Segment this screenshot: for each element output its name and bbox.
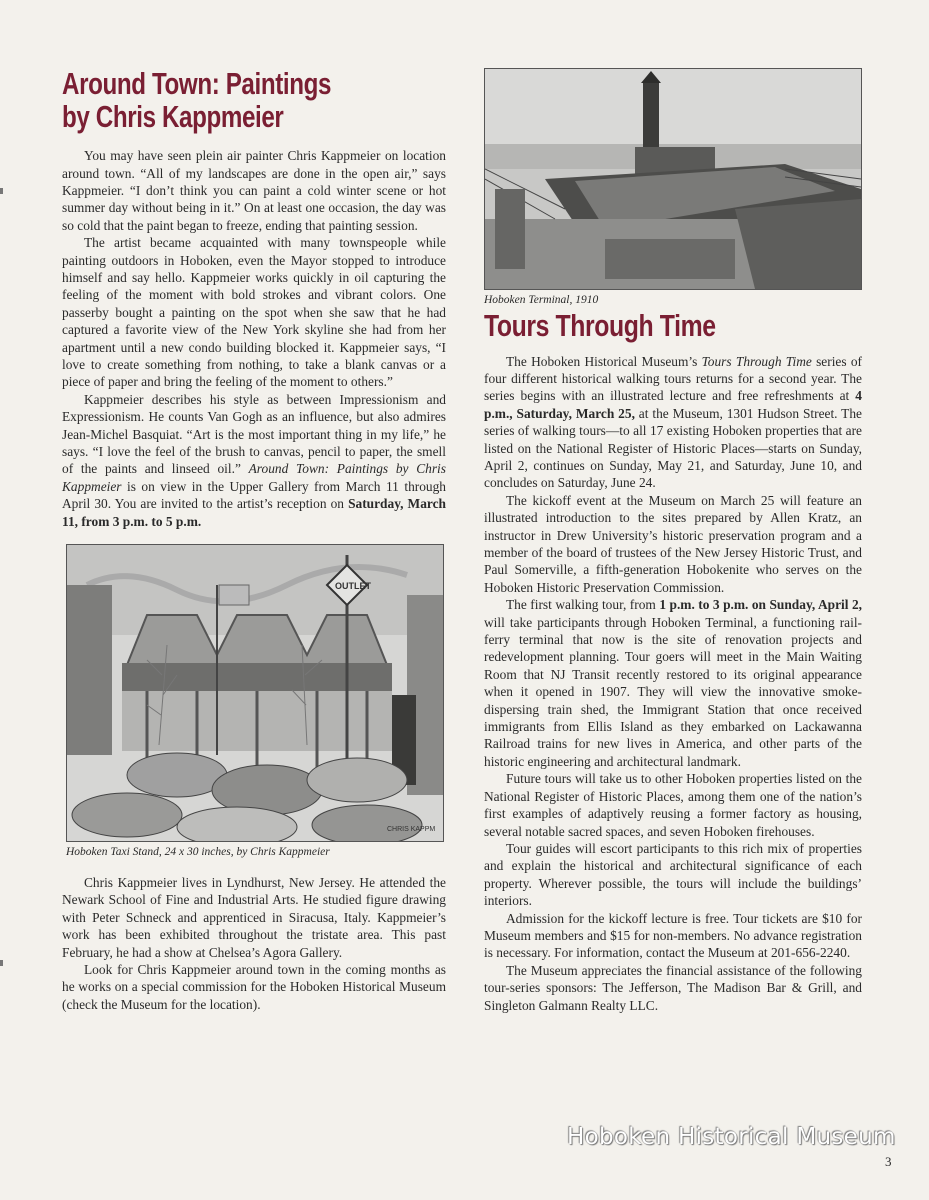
paragraph: Tour guides will escort participants to this rich mix of properties and explain the historical and architectural significance of each property. Wherever possible, the tours will include the buildings’ interiors. — [484, 840, 862, 909]
taxi-stand-painting — [67, 545, 443, 841]
paragraph: Admission for the kickoff lecture is free. Tour tickets are $10 for Museum members and $15 for non-members. No advance registration is necessary. For information, contact the Museum at 201-656-2240. — [484, 910, 862, 961]
paragraph — [62, 391, 446, 530]
left-column — [62, 68, 446, 1013]
title-line-2: by Chris Kappmeier — [62, 98, 284, 134]
text-run: Kappmeier describes his style as between Impressionism and Expressionism. He counts Van Gogh as an influence, but also admires Jean-Michel Basquiat. “Art is the most important thing in my life,” he says. “I love the feel of the brush to canvas, pencil to paper, the smell of the paints and linseed oil.” — [62, 391, 446, 477]
binder-mark — [0, 960, 3, 966]
terminal-caption: Hoboken Terminal, 1910 — [484, 294, 599, 306]
painting-image — [66, 544, 444, 842]
paragraph: The artist became acquainted with many townspeople while painting outdoors in Hoboken, even the Mayor stopped to introduce himself and say hello. Kappmeier works quickly in oil capturing the feeling of the moment with bold strokes and vibrant colors. One passerby bought a painting on the spot when she saw that he had captured a favorite view of the New York skyline she had from her apartment until a new condo building blocked it. Kappmeier says, “I love to create something from nothing, to take a blank canvas or a piece of paper and bring the feeling of the moment to others.” — [62, 235, 446, 390]
right-column — [484, 68, 862, 1014]
text-run: will take participants through Hoboken Terminal, a functioning rail-ferry terminal that now is the site of renovation projects and redevelopment planning. Tour goers will meet in the Main Waiting Room that NJ Transit recently restored to its original appearance when it opened in 1907. They will view the innovative smoke-dispersing train shed, the Immigrant Station that once received immigrants from Ellis Island as they embarked on Lackawanna Railroad trains for new lives in America, and other parts of the historic engineering and architectural landmark. — [484, 614, 862, 769]
page-number: 3 — [885, 1154, 892, 1169]
article-title-around-town — [62, 68, 452, 133]
reception-time: Saturday, March 11, from 3 p.m. to 5 p.m. — [62, 496, 446, 529]
text-run: The first walking tour, from — [506, 597, 660, 613]
text-run: The Hoboken Historical Museum’s — [506, 353, 702, 369]
paragraph: Future tours will take us to other Hoboken properties listed on the National Register of Historic Places, among them one of the nation’s first examples of adaptively reusing a former factory as housing, several notable sacred spaces, and seven Hoboken firehouses. — [484, 771, 862, 839]
outlet-sign: OUTLET — [335, 581, 371, 592]
first-tour-time: 1 p.m. to 3 p.m. on Sunday, April 2, — [659, 597, 863, 613]
paragraph: The Museum appreciates the financial assistance of the following tour-series sponsors: The Jefferson, The Madison Bar & Grill, and Singleton Galmann Realty LLC. — [484, 962, 862, 1013]
hoboken-terminal-1910-photo — [485, 69, 861, 289]
title-line-1: Around Town: Paintings — [62, 66, 332, 101]
text-run: is on view in the Upper Gallery from March 11 through April 30. You are invited to the artist’s reception on — [62, 478, 446, 512]
paragraph — [484, 353, 862, 492]
museum-watermark: Hoboken Historical Museum — [567, 1124, 896, 1150]
text-run: at the Museum, 1301 Hudson Street. The series of walking tours—to all 17 existing Hoboken properties that are listed on the National Register of Historic Places—starts on Sunday, April 2, continues on Sunday, May 21, and Saturday, June 10, and concludes on Saturday, June 24. — [484, 405, 862, 491]
article-title-tours-through-time: Tours Through Time — [484, 308, 716, 343]
text-run: series of four different historical walking tours returns for a second year. The series begins with an illustrated lecture and free refreshments at — [484, 353, 863, 404]
series-title: Tours Through Time — [701, 353, 812, 369]
paragraph: You may have seen plein air painter Chris Kappmeier on location around town. “All of my landscapes are done in the open air,” says Kappmeier. “I don’t think you can paint a cold winter scene or hot summer day without being in it.” On at least one occasion, the day was so cold that the paint began to freeze, ending that painting session. — [62, 148, 446, 233]
paragraph: Chris Kappmeier lives in Lyndhurst, New Jersey. He attended the Newark School of Fine and Industrial Arts. He studied figure drawing with Peter Schneck and apprenticed in Siracusa, Italy. Kappmeier’s work has been exhibited throughout the tristate area. This past February, he had a show at Chelsea’s Agora Gallery. — [62, 875, 446, 960]
terminal-photo — [484, 68, 862, 290]
paragraph: The kickoff event at the Museum on March 25 will feature an illustrated introduction to the sites prepared by Allen Kratz, an instructor in Drew University’s historic preservation program and a member of the board of trustees of the New Jersey Historic Trust, and Paul Somerville, a fifth-generation Hobokenite who serves on the Hoboken Historic Preservation Commission. — [484, 492, 862, 595]
exhibit-title: Around Town: Paintings by Chris Kappmeier — [62, 461, 446, 494]
painting-signature: CHRIS KAPPM — [387, 826, 436, 834]
paragraph — [484, 596, 862, 770]
painting-caption: Hoboken Taxi Stand, 24 x 30 inches, by Chris Kappmeier — [66, 846, 330, 859]
binder-mark — [0, 188, 3, 194]
lecture-time: 4 p.m., Saturday, March 25, — [484, 388, 862, 421]
paragraph: Look for Chris Kappmeier around town in the coming months as he works on a special commission for the Hoboken Historical Museum (check the Museum for the location). — [62, 962, 446, 1012]
